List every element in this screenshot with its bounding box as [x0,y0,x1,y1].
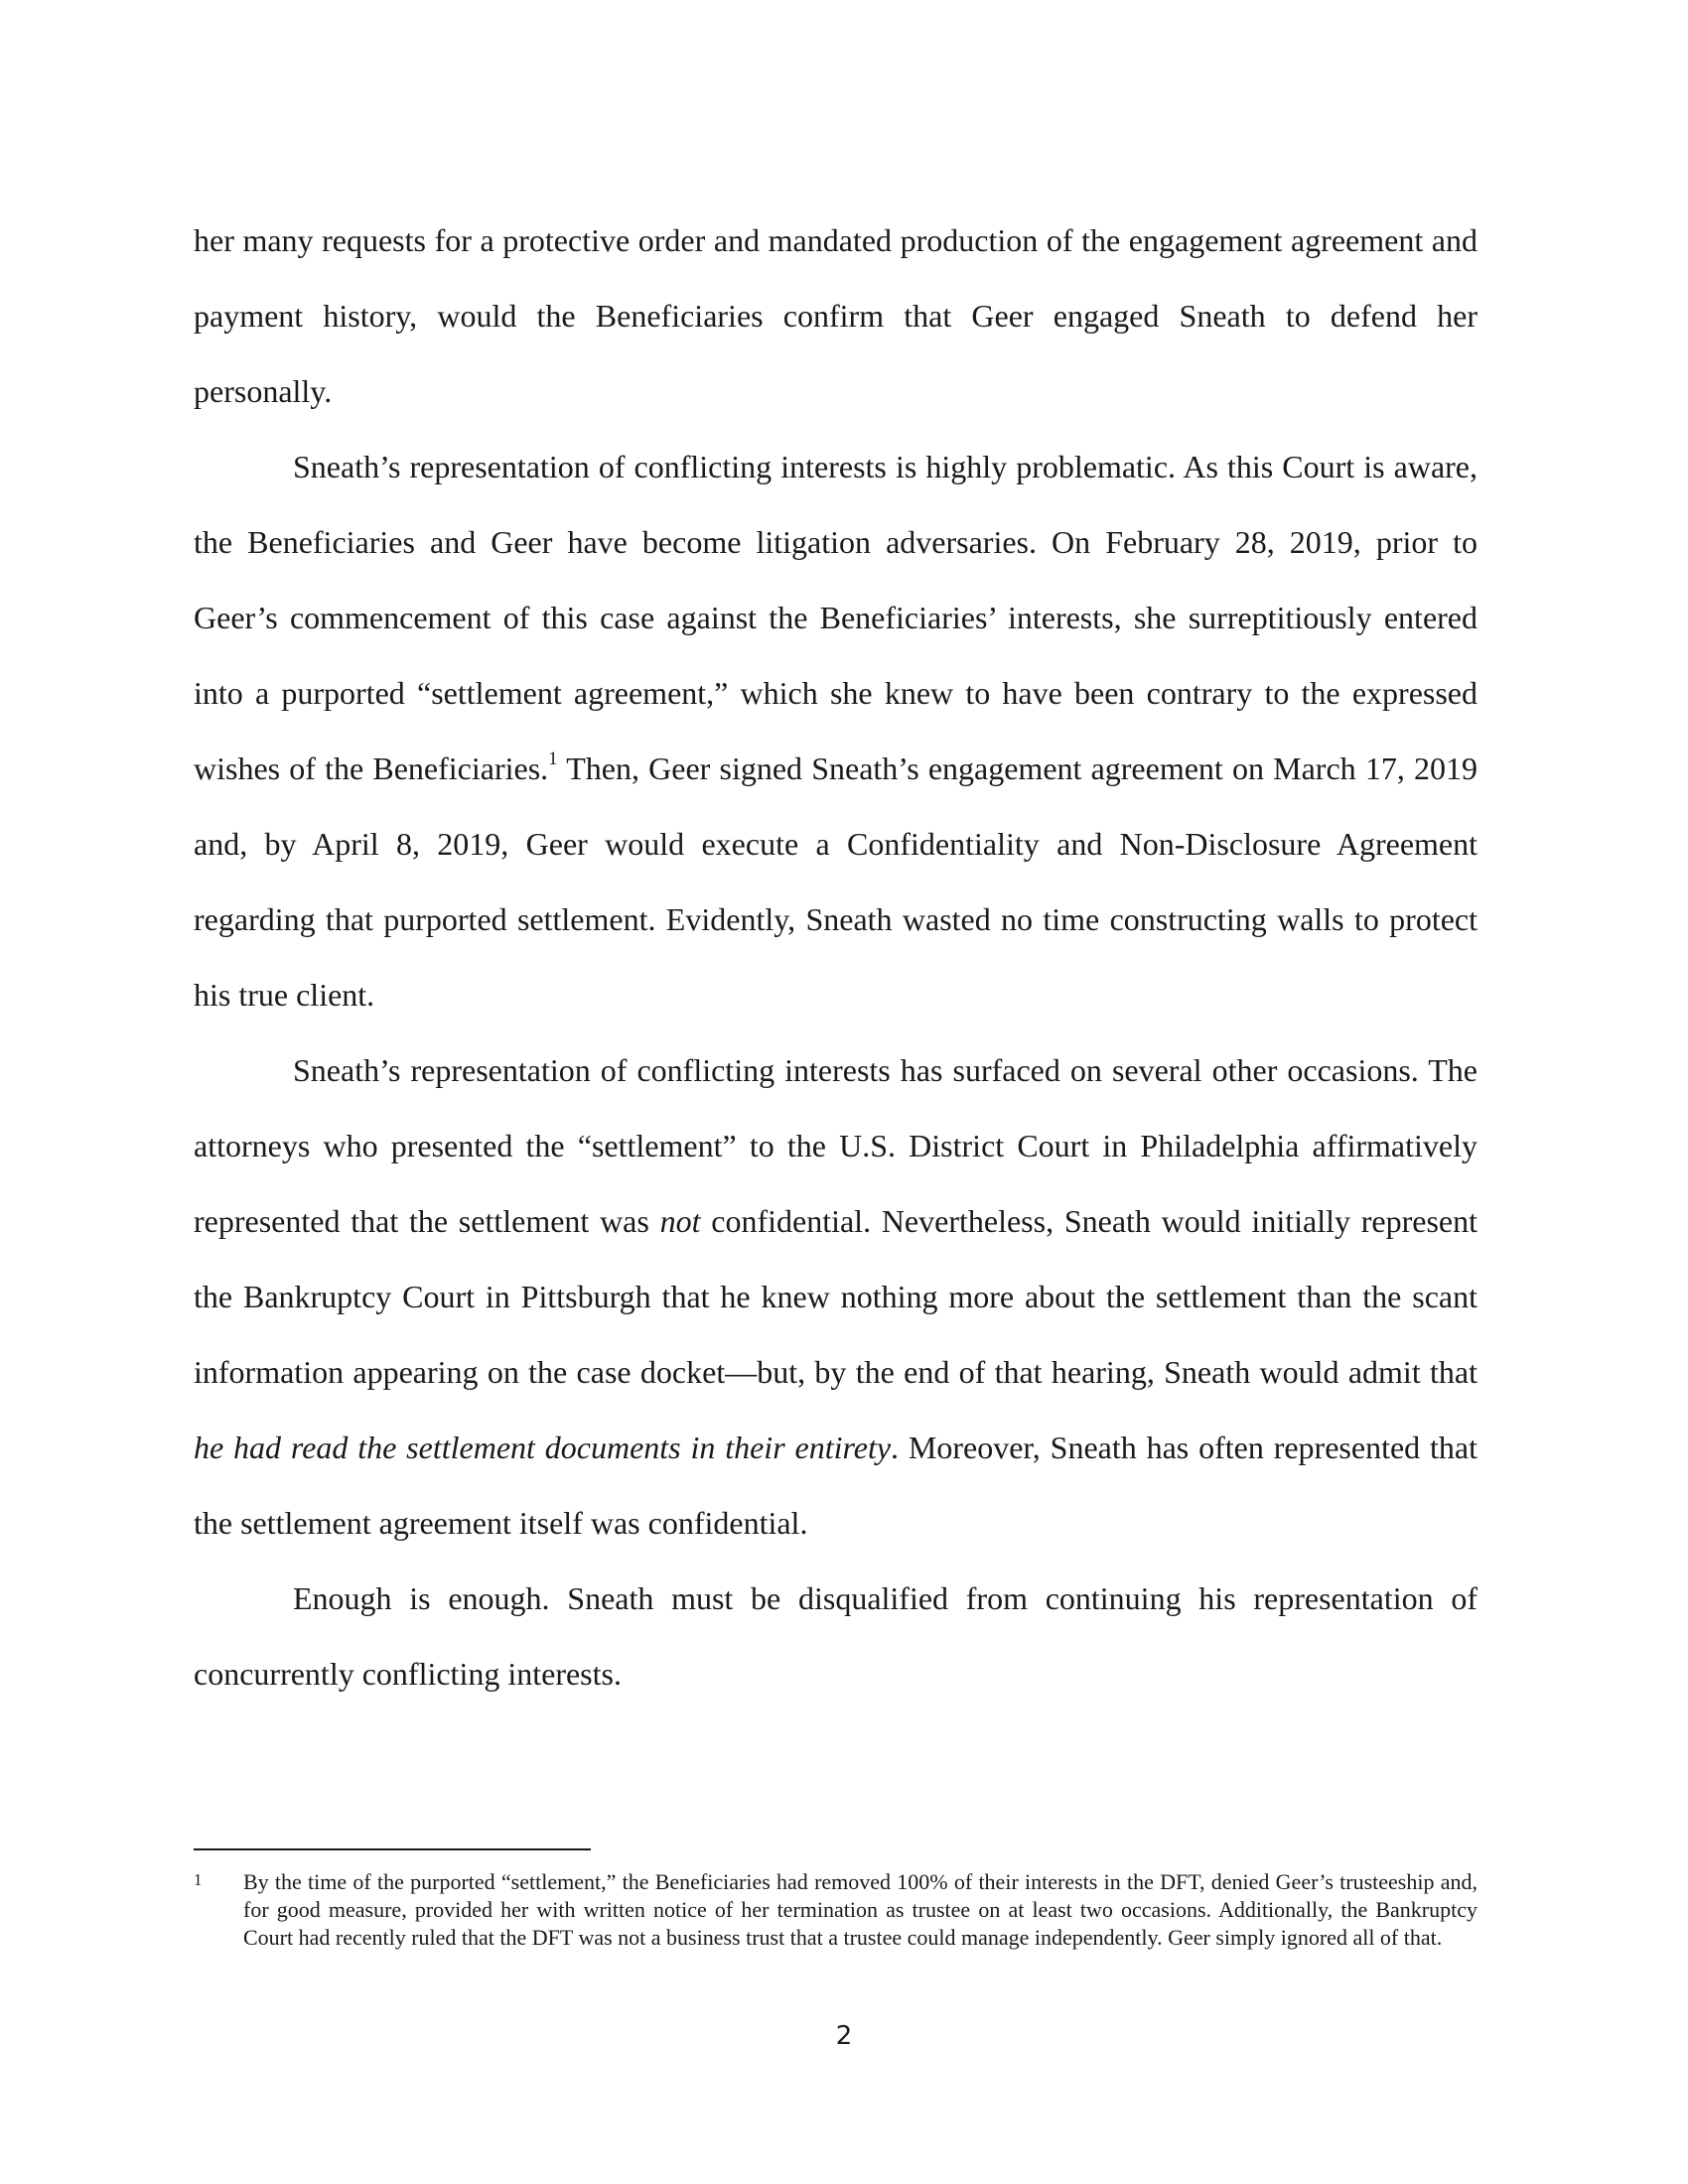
paragraph-text: . Moreover, Sneath has often represented that the settlement agreement itself was confidential. [194,1430,1477,1541]
paragraph-text: Sneath’s representation of conflicting interests is highly problematic. As this Court is aware, the Beneficiaries and Geer have become litigation adversaries. On February 28, 2019, prior to Geer’s commencement of this case against the Beneficiaries’ interests, she surreptitiously entered into a purported “settlement agreement,” which she knew to have been contrary to the expressed wishes of the Beneficiaries. [194,449,1477,786]
paragraph-conclusion: Enough is enough. Sneath must be disqualified from continuing his representation of concurrently conflicting interests. [194,1580,1477,1692]
paragraph-conflicting-interests [194,429,1477,1032]
footnote-text: By the time of the purported “settlement,” the Beneficiaries had removed 100% of their interests in the DFT, denied Geer’s trusteeship and, for good measure, provided her with written notice of her termination as trustee on at least two occasions. Additionally, the Bankruptcy Court had recently ruled that the DFT was not a business trust that a trustee could manage independently. Geer simply ignored all of that. [243,1869,1477,1950]
paragraph-text: Then, Geer signed Sneath’s engagement agreement on March 17, 2019 and, by April 8, 2019, Geer would execute a Confidentiality and Non-Disclosure Agreement regarding that purported settlement. Evidently, Sneath wasted no time constructing walls to protect his true client. [194,751,1478,1013]
page-number: 2 [835,2021,853,2051]
body-text [194,203,1477,1711]
paragraph-continuation: her many requests for a protective order and mandated production of the engagement agreement and payment history, would the Beneficiaries confirm that Geer engaged Sneath to defend her personally. [194,222,1477,409]
paragraph-other-occasions [194,1032,1477,1561]
footnote-reference: 1 [548,749,558,770]
footnote-number: 1 [194,1870,203,1889]
italic-emphasis: he had read the settlement documents in their entirety [194,1430,892,1465]
paragraph-text: confidential. Nevertheless, Sneath would initially represent the Bankruptcy Court in Pittsburgh that he knew nothing more about the settlement than the scant information appearing on the case docket—but, by the end of that hearing, Sneath would admit that [194,1203,1478,1390]
footnote [194,1868,1477,1952]
italic-emphasis: not [659,1203,701,1239]
footnote-divider [194,1848,591,1850]
paragraph-text: Sneath’s representation of conflicting interests has surfaced on several other occasions. The attorneys who presented the “settlement” to the U.S. District Court in Philadelphia affirmatively represented that the settlement was [194,1052,1477,1239]
